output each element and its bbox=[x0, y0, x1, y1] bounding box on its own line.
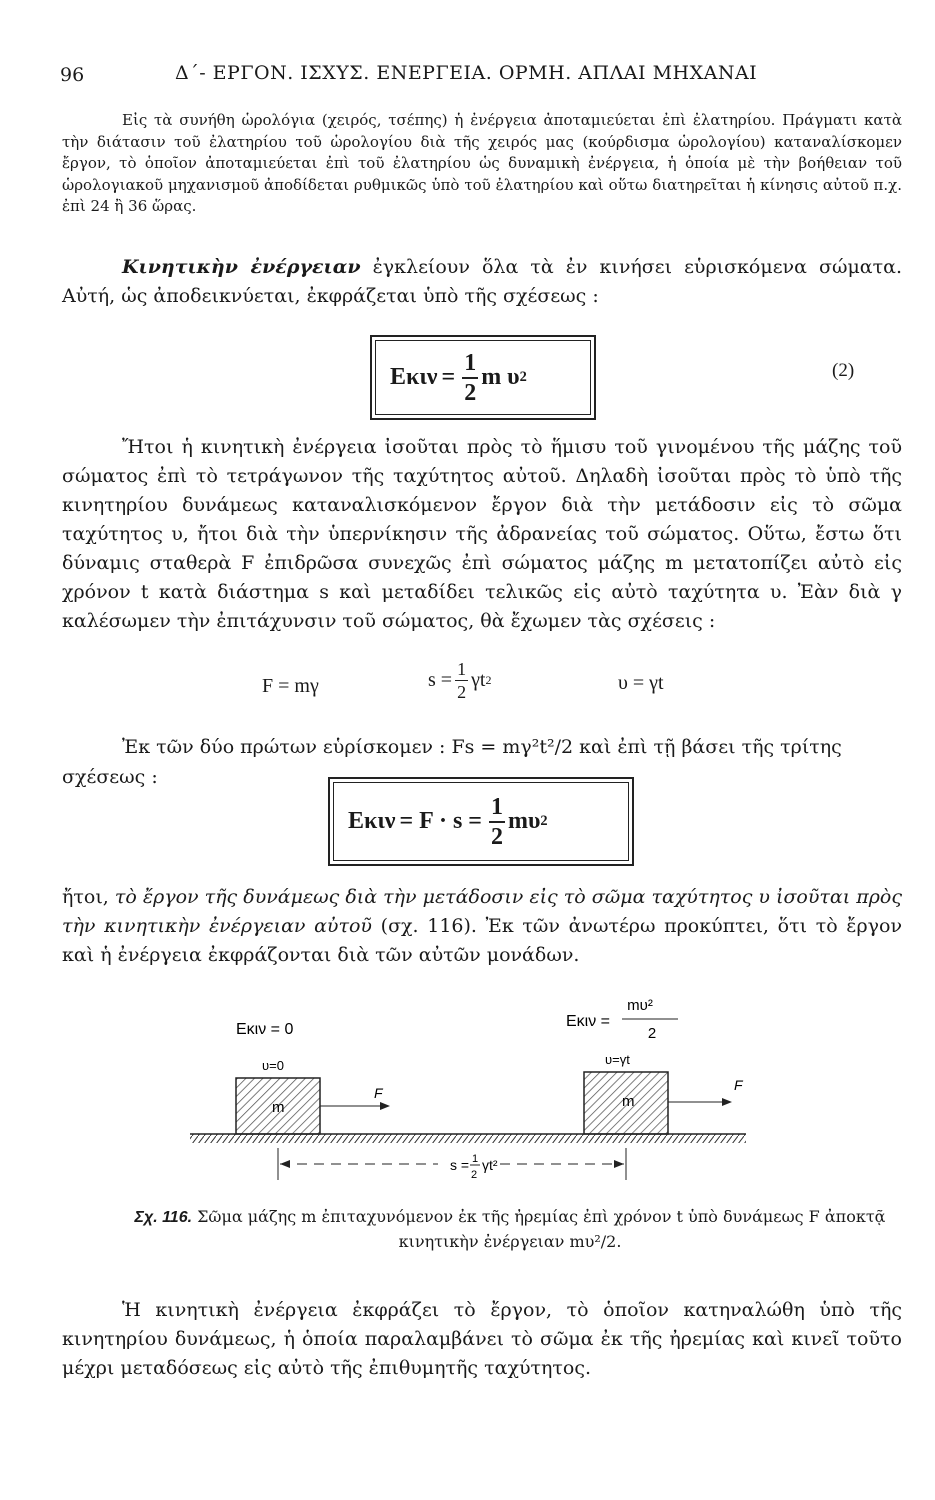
fig-v-left: υ=0 bbox=[262, 1058, 284, 1073]
kinetic-term: Κινητικὴν ἐνέργειαν bbox=[122, 256, 361, 278]
fig-ek-right-den: 2 bbox=[647, 1025, 657, 1042]
fig-distance-arrow-right bbox=[614, 1160, 624, 1168]
fig-ground bbox=[190, 1134, 746, 1143]
eq1-lhs: Eκιν bbox=[390, 364, 438, 390]
relation-distance-lhs: s = bbox=[428, 669, 453, 691]
fig-force-right-label: F bbox=[734, 1077, 743, 1093]
conclusion-part2: (σχ. 116). Ἐκ τῶν ἀνωτέρω προκύπτει, ὅτι τὸ ἔργον καὶ ἡ ἐνέργεια ἐκφράζονται διὰ τῶν αὐτῶν μονάδων. bbox=[62, 915, 903, 966]
relation-distance-exp: 2 bbox=[485, 673, 492, 687]
fig-mass-left-label: m bbox=[272, 1099, 285, 1116]
fig-ek-right-num: mυ² bbox=[627, 997, 653, 1014]
fig-force-left-arrowhead bbox=[380, 1102, 390, 1110]
relation-distance-den: 2 bbox=[457, 682, 467, 702]
fig-distance-rhs: γt² bbox=[482, 1157, 498, 1173]
final-paragraph: Ἡ κινητικὴ ἐνέργεια ἐκφράζει τὸ ἔργον, τὸ ὁποῖον κατηναλώθη ὑπὸ τῆς κινητηρίου δυνάμεως, ἡ ὁποία παραλαμβάνει τὸ σῶμα ἐκ τῆς ἠρεμίας καὶ κινεῖ τοῦτο μέχρι μεταδόσεως εἰς αὐτὸ τῆς ἐπιθυμητῆς ταχύτητος. bbox=[62, 1299, 902, 1379]
fig-distance-den: 2 bbox=[471, 1169, 478, 1181]
page-number: 96 bbox=[60, 64, 85, 86]
eq1-exp: 2 bbox=[519, 369, 527, 385]
kinetic-intro-text: ἐγκλείουν ὅλα τὰ ἐν κινήσει εὑρισκόμενα σώματα. Αὐτή, ὡς ἀποδεικνύεται, ἐκφράζεται ὑπὸ τῆς σχέσεως : bbox=[62, 256, 903, 307]
explanation-paragraph: Ἤτοι ἡ κινητικὴ ἐνέργεια ἰσοῦται πρὸς τὸ ἥμισυ τοῦ γινομένου τῆς μάζης τοῦ σώματος ἐπὶ τὸ τετράγωνον τῆς ταχύτητος αὐτοῦ. Δηλαδὴ ἰσοῦται πρὸς τὸ ὑπὸ τῆς κινητηρίου δυνάμεως καταναλισκόμενον ἔργον διὰ τὴν μετάδοσιν εἰς τὸ σῶμα ταχύτητος υ, ἤτοι διὰ τὴν ὑπερνίκησιν τῆς ἀδρανείας τοῦ σώματος. Οὕτω, ἔστω ὅτι δύναμις σταθερὰ F ἐπιδρῶσα συνεχῶς ἐπὶ σώματος μάζης m μετατοπίζει αὐτὸ εἰς χρόνον t κατὰ διάστημα s καὶ μεταδίδει τελικῶς εἰς αὐτὸ ταχύτητα υ. Ἐὰν διὰ γ καλέσωμεν τὴν ἐπιτάχυνσιν τοῦ σώματος, θὰ ἔχωμεν τὰς σχέσεις : bbox=[62, 436, 902, 632]
conclusion-italic: τὸ ἔργον τῆς δυνάμεως διὰ τὴν μετάδοσιν εἰς τὸ σῶμα ταχύτητος υ ἰσοῦται πρὸς τὴν κινητικὴν ἐνέργειαν αὐτοῦ bbox=[62, 886, 902, 937]
eq1-frac-num: 1 bbox=[462, 351, 478, 379]
running-title: Δ΄- ΕΡΓΟΝ. ΙΣΧΥΣ. ΕΝΕΡΓΕΙΑ. ΟΡΜΗ. ΑΠΛΑΙ ΜΗΧΑΝΑΙ bbox=[175, 62, 758, 84]
relation-velocity: υ = γt bbox=[618, 672, 664, 694]
eq2-exp: 2 bbox=[540, 813, 548, 829]
fig-distance-num: 1 bbox=[472, 1153, 479, 1165]
fig-force-right-arrowhead bbox=[722, 1098, 732, 1106]
caption-label: Σχ. 116. bbox=[134, 1209, 193, 1226]
fig-ek-left: Eκιν = 0 bbox=[236, 1021, 294, 1038]
eq2-frac-den: 2 bbox=[490, 823, 503, 850]
fig-ek-right-lhs: Eκιν = bbox=[566, 1013, 611, 1030]
eq2-frac-num: 1 bbox=[489, 795, 505, 823]
caption-text: Σῶμα μάζης m ἐπιταχυνόμενον ἐκ τῆς ἠρεμίας ἐπὶ χρόνον t ὑπὸ δυνάμεως F ἀποκτᾷ κινητικὴν ἐνέργειαν mυ²/2. bbox=[192, 1207, 886, 1251]
derivation-line-1: Ἐκ τῶν δύο πρώτων εὑρίσκομεν : Fs = mγ²t²/2 καὶ ἐπὶ τῇ βάσει τῆς τρίτης bbox=[122, 736, 842, 758]
relation-distance-rhs: γt bbox=[471, 669, 486, 691]
derivation-line-2: σχέσεως : bbox=[62, 766, 158, 788]
relation-force: F = mγ bbox=[262, 675, 319, 697]
equation-number: (2) bbox=[832, 360, 855, 381]
fig-mass-right-label: m bbox=[622, 1093, 635, 1110]
eq2-mid: = F · s = bbox=[399, 808, 482, 834]
fig-v-right: υ=γt bbox=[605, 1052, 630, 1067]
eq2-lhs: Eκιν bbox=[348, 808, 396, 834]
fig-distance-lhs: s = bbox=[450, 1157, 470, 1173]
relation-distance-num: 1 bbox=[457, 659, 467, 679]
fig-force-left-label: F bbox=[374, 1085, 383, 1101]
eq1-frac-den: 2 bbox=[464, 379, 477, 406]
eq1-rhs: m υ bbox=[481, 364, 520, 390]
eq1-equals: = bbox=[441, 364, 456, 390]
conclusion-part1: ἤτοι, bbox=[62, 886, 115, 908]
intro-paragraph: Εἰς τὰ συνήθη ὡρολόγια (χειρός, τσέπης) ἡ ἐνέργεια ἀποταμιεύεται ἐπὶ ἐλατηρίου. Πράγματι κατὰ τὴν διάτασιν τοῦ ἐλατηρίου τοῦ ὡρολογίου διὰ τῆς χειρός μας (κούρδισμα ὡρολογίου) καταναλίσκομεν ἔργον, τὸ ὁποῖον ἀποταμιεύεται ἐπὶ τοῦ ἐλατηρίου ὡς δυναμικὴ ἐνέργεια, ἡ ὁποία μὲ τὴν βοήθειαν τοῦ ὡρολογιακοῦ μηχανισμοῦ ἀποδίδεται ρυθμικῶς ὑπὸ τοῦ ἐλατηρίου καὶ οὕτω διατηρεῖται ἡ κίνησις αὐτοῦ π.χ. ἐπὶ 24 ἢ 36 ὥρας. bbox=[62, 111, 902, 215]
fig-distance-arrow-left bbox=[280, 1160, 290, 1168]
eq2-rhs: mυ bbox=[507, 808, 541, 834]
figure-caption bbox=[110, 1205, 910, 1254]
